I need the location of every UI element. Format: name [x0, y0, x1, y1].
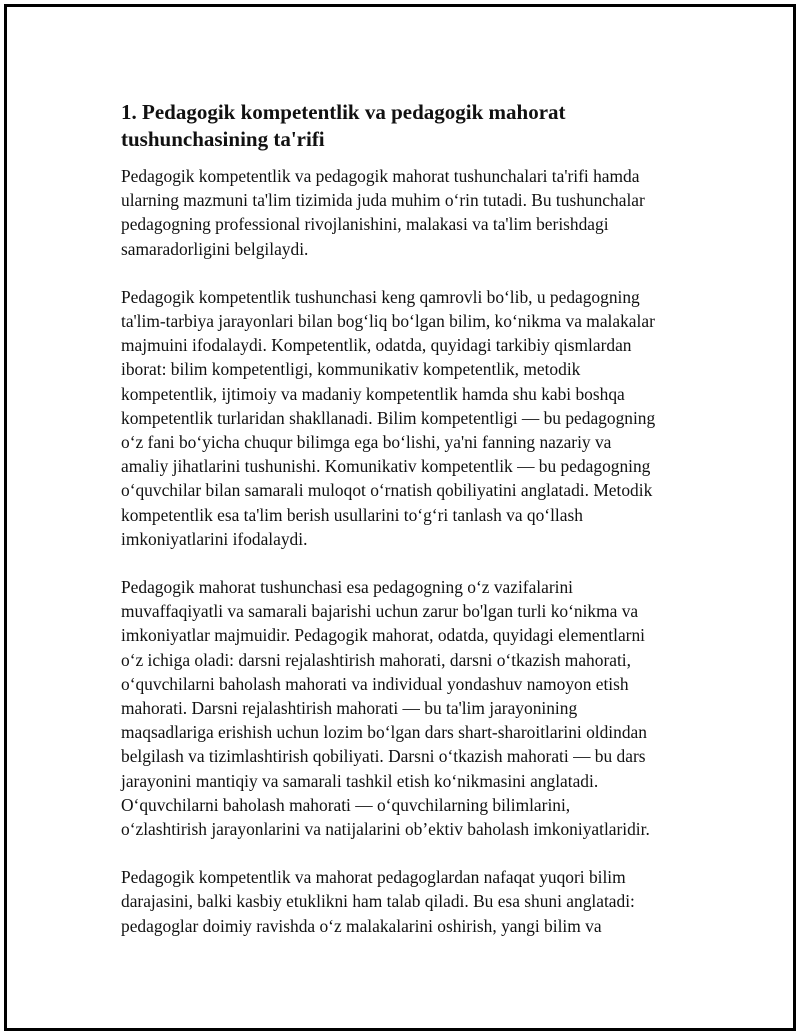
text-line: Pedagogik kompetentlik va pedagogik mahorat tushunchalari ta'rifi hamda — [121, 166, 640, 186]
text-line: belgilash va tizimlashtirish qobiliyati. Darsni oʻtkazish mahorati — bu dars — [121, 746, 646, 767]
text-line: jarayonini mantiqiy va samarali tashkil etish koʻnikmasini anglatadi. — [121, 770, 599, 791]
paragraph-1 — [121, 164, 691, 261]
text-line: pedagogning professional rivojlanishini, malakasi va ta'lim berishdagi — [121, 214, 609, 235]
text-line: oʻquvchilar bilan samarali muloqot oʻrnatish qobiliyatini anglatadi. Metodik — [121, 480, 653, 501]
text-line: Pedagogik mahorat tushunchasi esa pedagogning oʻz vazifalarini — [121, 577, 574, 598]
text-line: majmuini ifodalaydi. Kompetentlik, odatda, quyidagi tarkibiy qismlardan — [121, 335, 632, 356]
document-body — [121, 99, 691, 962]
text-line: imkoniyatlar majmuidir. Pedagogik mahorat, odatda, quyidagi elementlarni — [121, 625, 646, 646]
text-line: oʻz ichiga oladi: darsni rejalashtirish mahorati, darsni oʻtkazish mahorati, — [121, 649, 631, 670]
heading-line: 1. Pedagogik kompetentlik va pedagogik mahorat — [121, 100, 566, 124]
text-line: amaliy jihatlarini tushunishi. Komunikativ kompetentlik — bu pedagogning — [121, 456, 651, 477]
text-line: iborat: bilim kompetentligi, kommunikativ kompetentlik, metodik — [121, 359, 581, 380]
paragraph-2 — [121, 285, 691, 551]
text-line: maqsadlariga erishish uchun lozim boʻlgan dars shart-sharoitlarini oldindan — [121, 722, 647, 743]
text-line: ta'lim-tarbiya jarayonlari bilan bogʻliq boʻlgan bilim, koʻnikma va malakalar — [121, 311, 655, 332]
paragraph-4 — [121, 865, 691, 938]
text-line: kompetentlik turlaridan shakllanadi. Bilim kompetentligi — bu pedagogning — [121, 407, 656, 428]
text-line: darajasini, balki kasbiy etuklikni ham talab qiladi. Bu esa shuni anglatadi: — [121, 891, 635, 912]
text-line: Oʻquvchilarni baholash mahorati — oʻquvchilarning bilimlarini, — [121, 794, 571, 815]
text-line: Pedagogik kompetentlik tushunchasi keng qamrovli boʻlib, u pedagogning — [121, 286, 640, 307]
text-line: oʻzlashtirish jarayonlarini va natijalarini obʼektiv baholash imkoniyatlaridir. — [121, 819, 650, 840]
text-line: oʻquvchilarni baholash mahorati va individual yondashuv namoyon etish — [121, 673, 629, 694]
text-line: mahorati. Darsni rejalashtirish mahorati — bu ta'lim jarayonining — [121, 698, 578, 719]
page-frame — [4, 4, 796, 1031]
section-heading — [121, 99, 691, 153]
text-line: Pedagogik kompetentlik va mahorat pedagoglardan nafaqat yuqori bilim — [121, 867, 626, 888]
text-line: kompetentlik esa ta'lim berish usullarini toʻgʻri tanlash va qoʻllash — [121, 504, 583, 525]
text-line: oʻz fani boʻyicha chuqur bilimga ega boʻlishi, ya'ni fanning nazariy va — [121, 432, 612, 453]
heading-line: tushunchasining ta'rifi — [121, 127, 325, 151]
paragraph-3 — [121, 575, 691, 841]
text-line: ularning mazmuni ta'lim tizimida juda muhim oʻrin tutadi. Bu tushunchalar — [121, 190, 645, 211]
text-line: samaradorligini belgilaydi. — [121, 238, 309, 259]
text-line: imkoniyatlarini ifodalaydi. — [121, 528, 308, 549]
text-line: kompetentlik, ijtimoiy va madaniy kompetentlik hamda shu kabi boshqa — [121, 383, 625, 404]
text-line: pedagoglar doimiy ravishda oʻz malakalarini oshirish, yangi bilim va — [121, 915, 602, 936]
text-line: muvaffaqiyatli va samarali bajarishi uchun zarur bo'lgan turli koʻnikma va — [121, 601, 639, 622]
